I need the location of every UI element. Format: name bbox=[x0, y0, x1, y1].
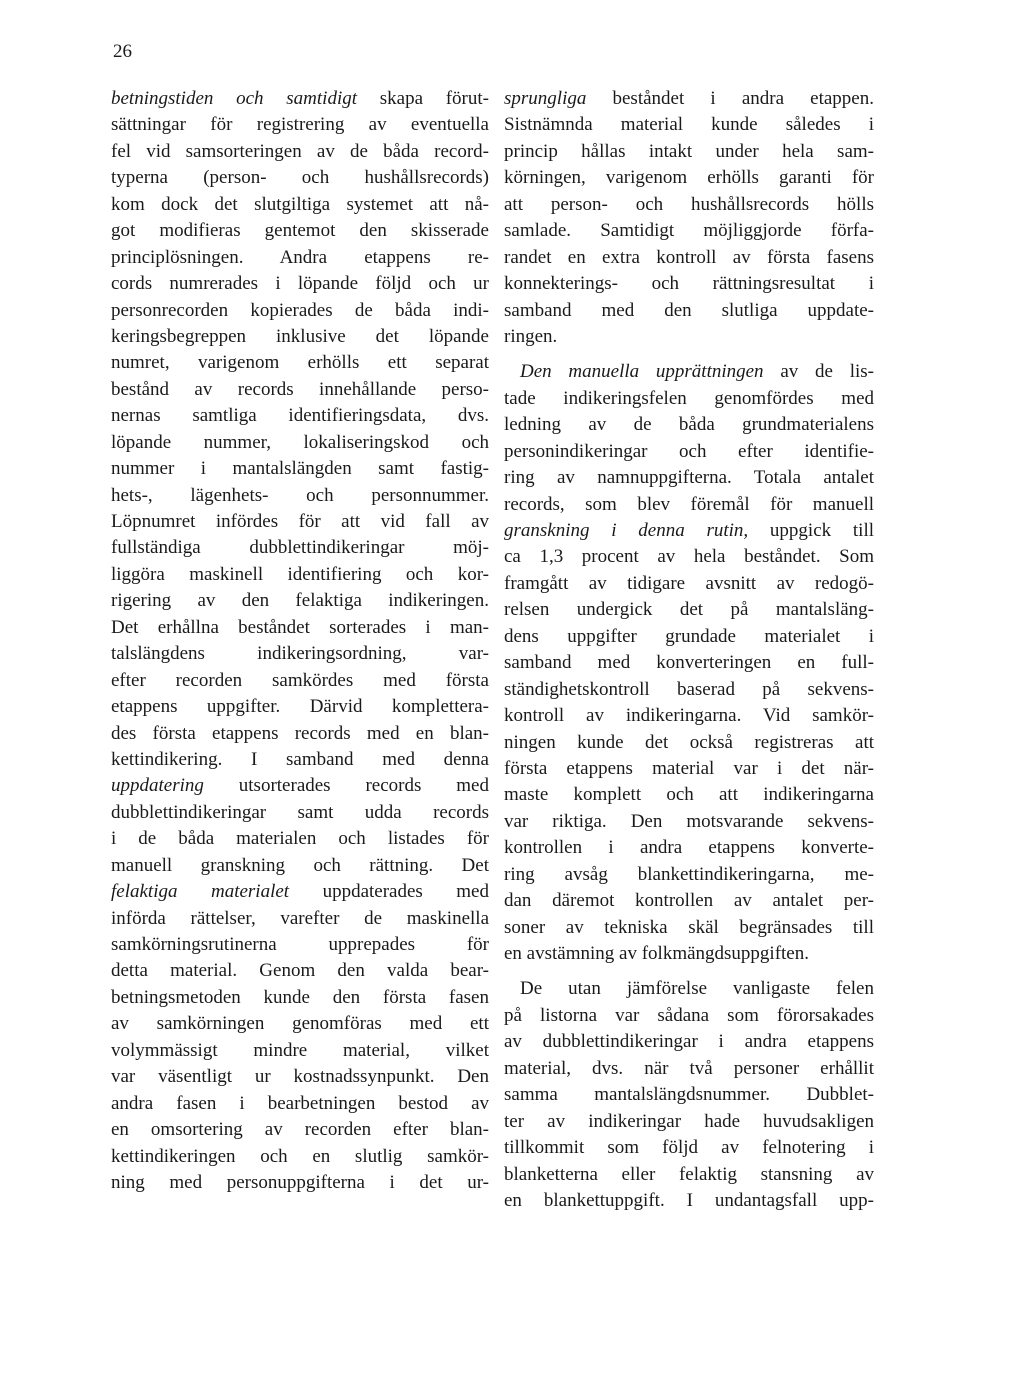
body-text: ning med personuppgifterna i det ur- bbox=[111, 1171, 489, 1193]
text-line bbox=[504, 412, 874, 438]
body-text: fel vid samsorteringen av de båda record- bbox=[111, 140, 489, 162]
body-text: volymmässigt mindre material, vilket bbox=[111, 1039, 489, 1061]
body-text: material, dvs. när två personer erhållit bbox=[504, 1057, 874, 1079]
text-line bbox=[111, 562, 489, 588]
text-line bbox=[504, 465, 874, 491]
text-line bbox=[111, 906, 489, 932]
text-line bbox=[111, 245, 489, 271]
body-text: på listorna var sådana som förorsakades bbox=[504, 1004, 874, 1026]
body-text: ter av indikeringar hade huvudsakligen bbox=[504, 1110, 874, 1132]
body-text: var riktiga. Den motsvarande sekvens- bbox=[504, 810, 874, 832]
body-text: Löpnumret infördes för att vid fall av bbox=[111, 511, 489, 532]
body-text: rigering av den felaktiga indikeringen. bbox=[111, 590, 489, 612]
text-line bbox=[111, 86, 489, 112]
text-line bbox=[111, 985, 489, 1011]
text-line bbox=[504, 386, 874, 412]
body-text: Sistnämnda material kunde således i bbox=[504, 114, 874, 136]
italic-text: Den manuella upprättningen bbox=[520, 361, 764, 383]
body-text: personindikeringar och efter identifie- bbox=[504, 440, 874, 462]
body-text: dan däremot kontrollen av antalet per- bbox=[504, 890, 874, 912]
text-line bbox=[111, 879, 489, 905]
text-line bbox=[504, 650, 874, 676]
text-line bbox=[111, 1091, 489, 1117]
italic-text: betningstiden bbox=[111, 88, 214, 109]
text-line bbox=[504, 624, 874, 650]
body-text: maste komplett och att indikeringarna bbox=[504, 784, 874, 806]
text-line bbox=[111, 139, 489, 165]
text-line bbox=[111, 509, 489, 535]
text-line bbox=[504, 192, 874, 218]
body-text: samlade. Samtidigt möjliggjorde förfa- bbox=[504, 220, 874, 242]
body-text: dens uppgifter grundade materialet i bbox=[504, 625, 874, 647]
body-text: en blankettuppgift. I undantagsfall upp- bbox=[504, 1189, 874, 1211]
left-column bbox=[111, 86, 489, 1196]
body-text: Det erhållna beståndet sorterades i man- bbox=[111, 616, 489, 638]
italic-text: materialet bbox=[210, 881, 290, 903]
body-text: bestånd av records innehållande perso- bbox=[111, 378, 489, 400]
body-text: i de båda materialen och listades för bbox=[111, 828, 489, 850]
text-line bbox=[504, 271, 874, 297]
body-text: utsorterades records med bbox=[203, 775, 489, 797]
text-line bbox=[504, 1082, 874, 1108]
italic-text: granskning i denna rutin, bbox=[504, 520, 749, 541]
text-line bbox=[111, 271, 489, 297]
body-text: av de lis- bbox=[763, 361, 874, 383]
page-number: 26 bbox=[113, 41, 132, 62]
text-line bbox=[504, 756, 874, 782]
body-text: kontroll av indikeringarna. Vid samkör- bbox=[504, 705, 874, 727]
text-line bbox=[111, 430, 489, 456]
body-text: ständighetskontroll baserad på sekvens- bbox=[504, 678, 874, 700]
text-line bbox=[504, 1029, 874, 1055]
body-text: numret, varigenom erhölls ett separat bbox=[111, 352, 489, 374]
body-text: ca 1,3 procent av hela beståndet. Som bbox=[504, 546, 874, 568]
text-line bbox=[111, 1064, 489, 1090]
text-line bbox=[504, 1056, 874, 1082]
body-text: var väsentligt ur kostnadssynpunkt. Den bbox=[111, 1066, 489, 1088]
body-text: des första etappens records med en blan- bbox=[111, 722, 489, 744]
body-text: tade indikeringsfelen genomfördes med bbox=[504, 387, 874, 409]
text-line bbox=[111, 773, 489, 799]
text-line bbox=[504, 439, 874, 465]
text-line bbox=[504, 218, 874, 244]
text-line bbox=[504, 835, 874, 861]
text-line bbox=[111, 721, 489, 747]
text-line bbox=[111, 694, 489, 720]
italic-text: uppdatering bbox=[111, 775, 204, 797]
right-column bbox=[504, 86, 874, 1214]
body-text: betningsmetoden kunde den första fasen bbox=[111, 986, 489, 1008]
text-line bbox=[504, 571, 874, 597]
body-text: kom dock det slutgiltiga systemet att nå- bbox=[111, 193, 489, 215]
text-line bbox=[111, 483, 489, 509]
text-line bbox=[504, 1162, 874, 1188]
body-text: princip hållas intakt under hela sam- bbox=[504, 140, 874, 162]
text-line bbox=[504, 730, 874, 756]
text-line bbox=[504, 492, 874, 518]
body-text: principlösningen. Andra etappens re- bbox=[111, 246, 489, 268]
body-text: efter recorden samkördes med första bbox=[111, 669, 489, 691]
body-text: av samkörningen genomföras med ett bbox=[111, 1013, 489, 1035]
text-line bbox=[111, 324, 489, 350]
body-text: dubblettindikeringar samt udda records bbox=[111, 801, 489, 823]
text-line bbox=[111, 800, 489, 826]
body-text: att person- och hushållsrecords hölls bbox=[504, 193, 874, 215]
body-text: keringsbegreppen inklusive det löpande bbox=[111, 325, 489, 347]
text-line bbox=[111, 192, 489, 218]
text-line bbox=[111, 1117, 489, 1143]
text-line bbox=[504, 1003, 874, 1029]
body-text: got modifieras gentemot den skisserade bbox=[111, 220, 489, 242]
body-text bbox=[177, 881, 210, 902]
body-text: en omsortering av recorden efter blan- bbox=[111, 1119, 489, 1141]
text-line bbox=[504, 245, 874, 271]
body-text: randet en extra kontroll av första fasens bbox=[504, 246, 874, 268]
text-line bbox=[111, 298, 489, 324]
text-line bbox=[111, 350, 489, 376]
body-text: cords numrerades i löpande följd och ur bbox=[111, 273, 489, 295]
text-line bbox=[111, 853, 489, 879]
text-line bbox=[504, 809, 874, 835]
body-text: ningen kunde det också registreras att bbox=[504, 731, 874, 753]
text-line bbox=[504, 976, 874, 1002]
body-text: införda rättelser, varefter de maskinella bbox=[111, 907, 489, 929]
text-line bbox=[111, 1011, 489, 1037]
text-line bbox=[111, 588, 489, 614]
body-text: samkörningsrutinerna upprepades för bbox=[111, 934, 489, 955]
text-line bbox=[504, 862, 874, 888]
text-line bbox=[504, 112, 874, 138]
body-text: kettindikering. I samband med denna bbox=[111, 748, 489, 770]
body-text: blanketterna eller felaktig stansning av bbox=[504, 1163, 874, 1185]
text-line bbox=[111, 826, 489, 852]
body-text: personrecorden kopierades de båda indi- bbox=[111, 299, 489, 321]
text-line bbox=[504, 1109, 874, 1135]
body-text: körningen, varigenom erhölls garanti för bbox=[504, 167, 874, 189]
text-line bbox=[111, 403, 489, 429]
body-text: konnekterings- och rättningsresultat i bbox=[504, 273, 874, 295]
body-text: detta material. Genom den valda bear- bbox=[111, 960, 489, 982]
body-text: typerna (person- och hushållsrecords) bbox=[111, 167, 489, 189]
body-text: nernas samtliga identifieringsdata, dvs. bbox=[111, 405, 489, 427]
body-text: uppgick till bbox=[748, 520, 874, 541]
body-text: De utan jämförelse vanligaste felen bbox=[520, 978, 874, 1000]
body-text: ringen. bbox=[504, 325, 558, 347]
body-text: löpande nummer, lokaliseringskod och bbox=[111, 431, 489, 453]
body-text: nummer i mantalslängden samt fastig- bbox=[111, 458, 489, 480]
text-line bbox=[504, 359, 874, 385]
italic-text: felaktiga bbox=[111, 881, 178, 903]
body-text: kettindikeringen och en slutlig samkör- bbox=[111, 1145, 489, 1167]
text-line bbox=[111, 377, 489, 403]
text-line bbox=[111, 932, 489, 958]
text-line bbox=[111, 165, 489, 191]
body-text: sättningar för registrering av eventuella bbox=[111, 114, 489, 136]
body-text: samma mantalslängdsnummer. Dubblet- bbox=[504, 1084, 874, 1106]
body-text: kontrollen i andra etappens konverte- bbox=[504, 837, 874, 859]
text-line bbox=[111, 218, 489, 244]
text-line bbox=[504, 888, 874, 914]
body-text: första etappens material var i det när- bbox=[504, 757, 874, 779]
text-line bbox=[504, 915, 874, 941]
body-text: en avstämning av folkmängdsuppgiften. bbox=[504, 943, 809, 964]
body-text: samband med konverteringen en full- bbox=[504, 652, 874, 674]
text-line bbox=[504, 518, 874, 544]
text-line bbox=[504, 782, 874, 808]
italic-text: samtidigt bbox=[286, 88, 358, 109]
body-text: ring av namnuppgifterna. Totala antalet bbox=[504, 467, 874, 489]
body-text: av dubblettindikeringar i andra etappens bbox=[504, 1031, 874, 1053]
body-text: ring avsåg blankettindikeringarna, me- bbox=[504, 863, 874, 885]
italic-text: och bbox=[213, 88, 287, 109]
text-line bbox=[504, 165, 874, 191]
text-line bbox=[504, 298, 874, 324]
text-line bbox=[504, 1188, 874, 1214]
body-text: framgått av tidigare avsnitt av redogö- bbox=[504, 572, 874, 594]
text-line bbox=[111, 535, 489, 561]
body-text: beståndet i andra etappen. bbox=[586, 88, 874, 109]
text-line bbox=[111, 1038, 489, 1064]
text-line bbox=[504, 597, 874, 623]
italic-text: sprungliga bbox=[504, 88, 587, 109]
text-line bbox=[504, 139, 874, 165]
text-line bbox=[504, 703, 874, 729]
text-line bbox=[111, 668, 489, 694]
text-line bbox=[111, 1144, 489, 1170]
text-line bbox=[111, 615, 489, 641]
text-line bbox=[504, 1135, 874, 1161]
body-text: tillkommit som följd av felnotering i bbox=[504, 1137, 874, 1159]
body-text: hets-, lägenhets- och personnummer. bbox=[111, 484, 489, 506]
body-text: etappens uppgifter. Därvid komplettera- bbox=[111, 696, 489, 718]
body-text: manuell granskning och rättning. Det bbox=[111, 854, 489, 876]
text-line bbox=[111, 1170, 489, 1196]
body-text: liggöra maskinell identifiering och kor- bbox=[111, 563, 489, 585]
text-line bbox=[111, 112, 489, 138]
body-text: records, som blev föremål för manuell bbox=[504, 493, 874, 515]
body-text: fullständiga dubblettindikeringar möj- bbox=[111, 537, 489, 559]
body-text: ledning av de båda grundmaterialens bbox=[504, 414, 874, 436]
text-line bbox=[504, 86, 874, 112]
body-text: samband med den slutliga uppdate- bbox=[504, 299, 874, 321]
text-line bbox=[504, 544, 874, 570]
text-line bbox=[111, 958, 489, 984]
text-line bbox=[504, 941, 874, 967]
body-text: talslängdens indikeringsordning, var- bbox=[111, 643, 489, 665]
body-text: skapa förut- bbox=[357, 88, 489, 109]
text-line bbox=[111, 641, 489, 667]
text-line bbox=[111, 456, 489, 482]
body-text: andra fasen i bearbetningen bestod av bbox=[111, 1092, 489, 1114]
body-text: soner av tekniska skäl begränsades till bbox=[504, 916, 874, 938]
body-text: uppdaterades med bbox=[289, 881, 489, 903]
text-line bbox=[504, 324, 874, 350]
body-text: relsen undergick det på mantalsläng- bbox=[504, 599, 874, 621]
text-line bbox=[504, 677, 874, 703]
text-line bbox=[111, 747, 489, 773]
